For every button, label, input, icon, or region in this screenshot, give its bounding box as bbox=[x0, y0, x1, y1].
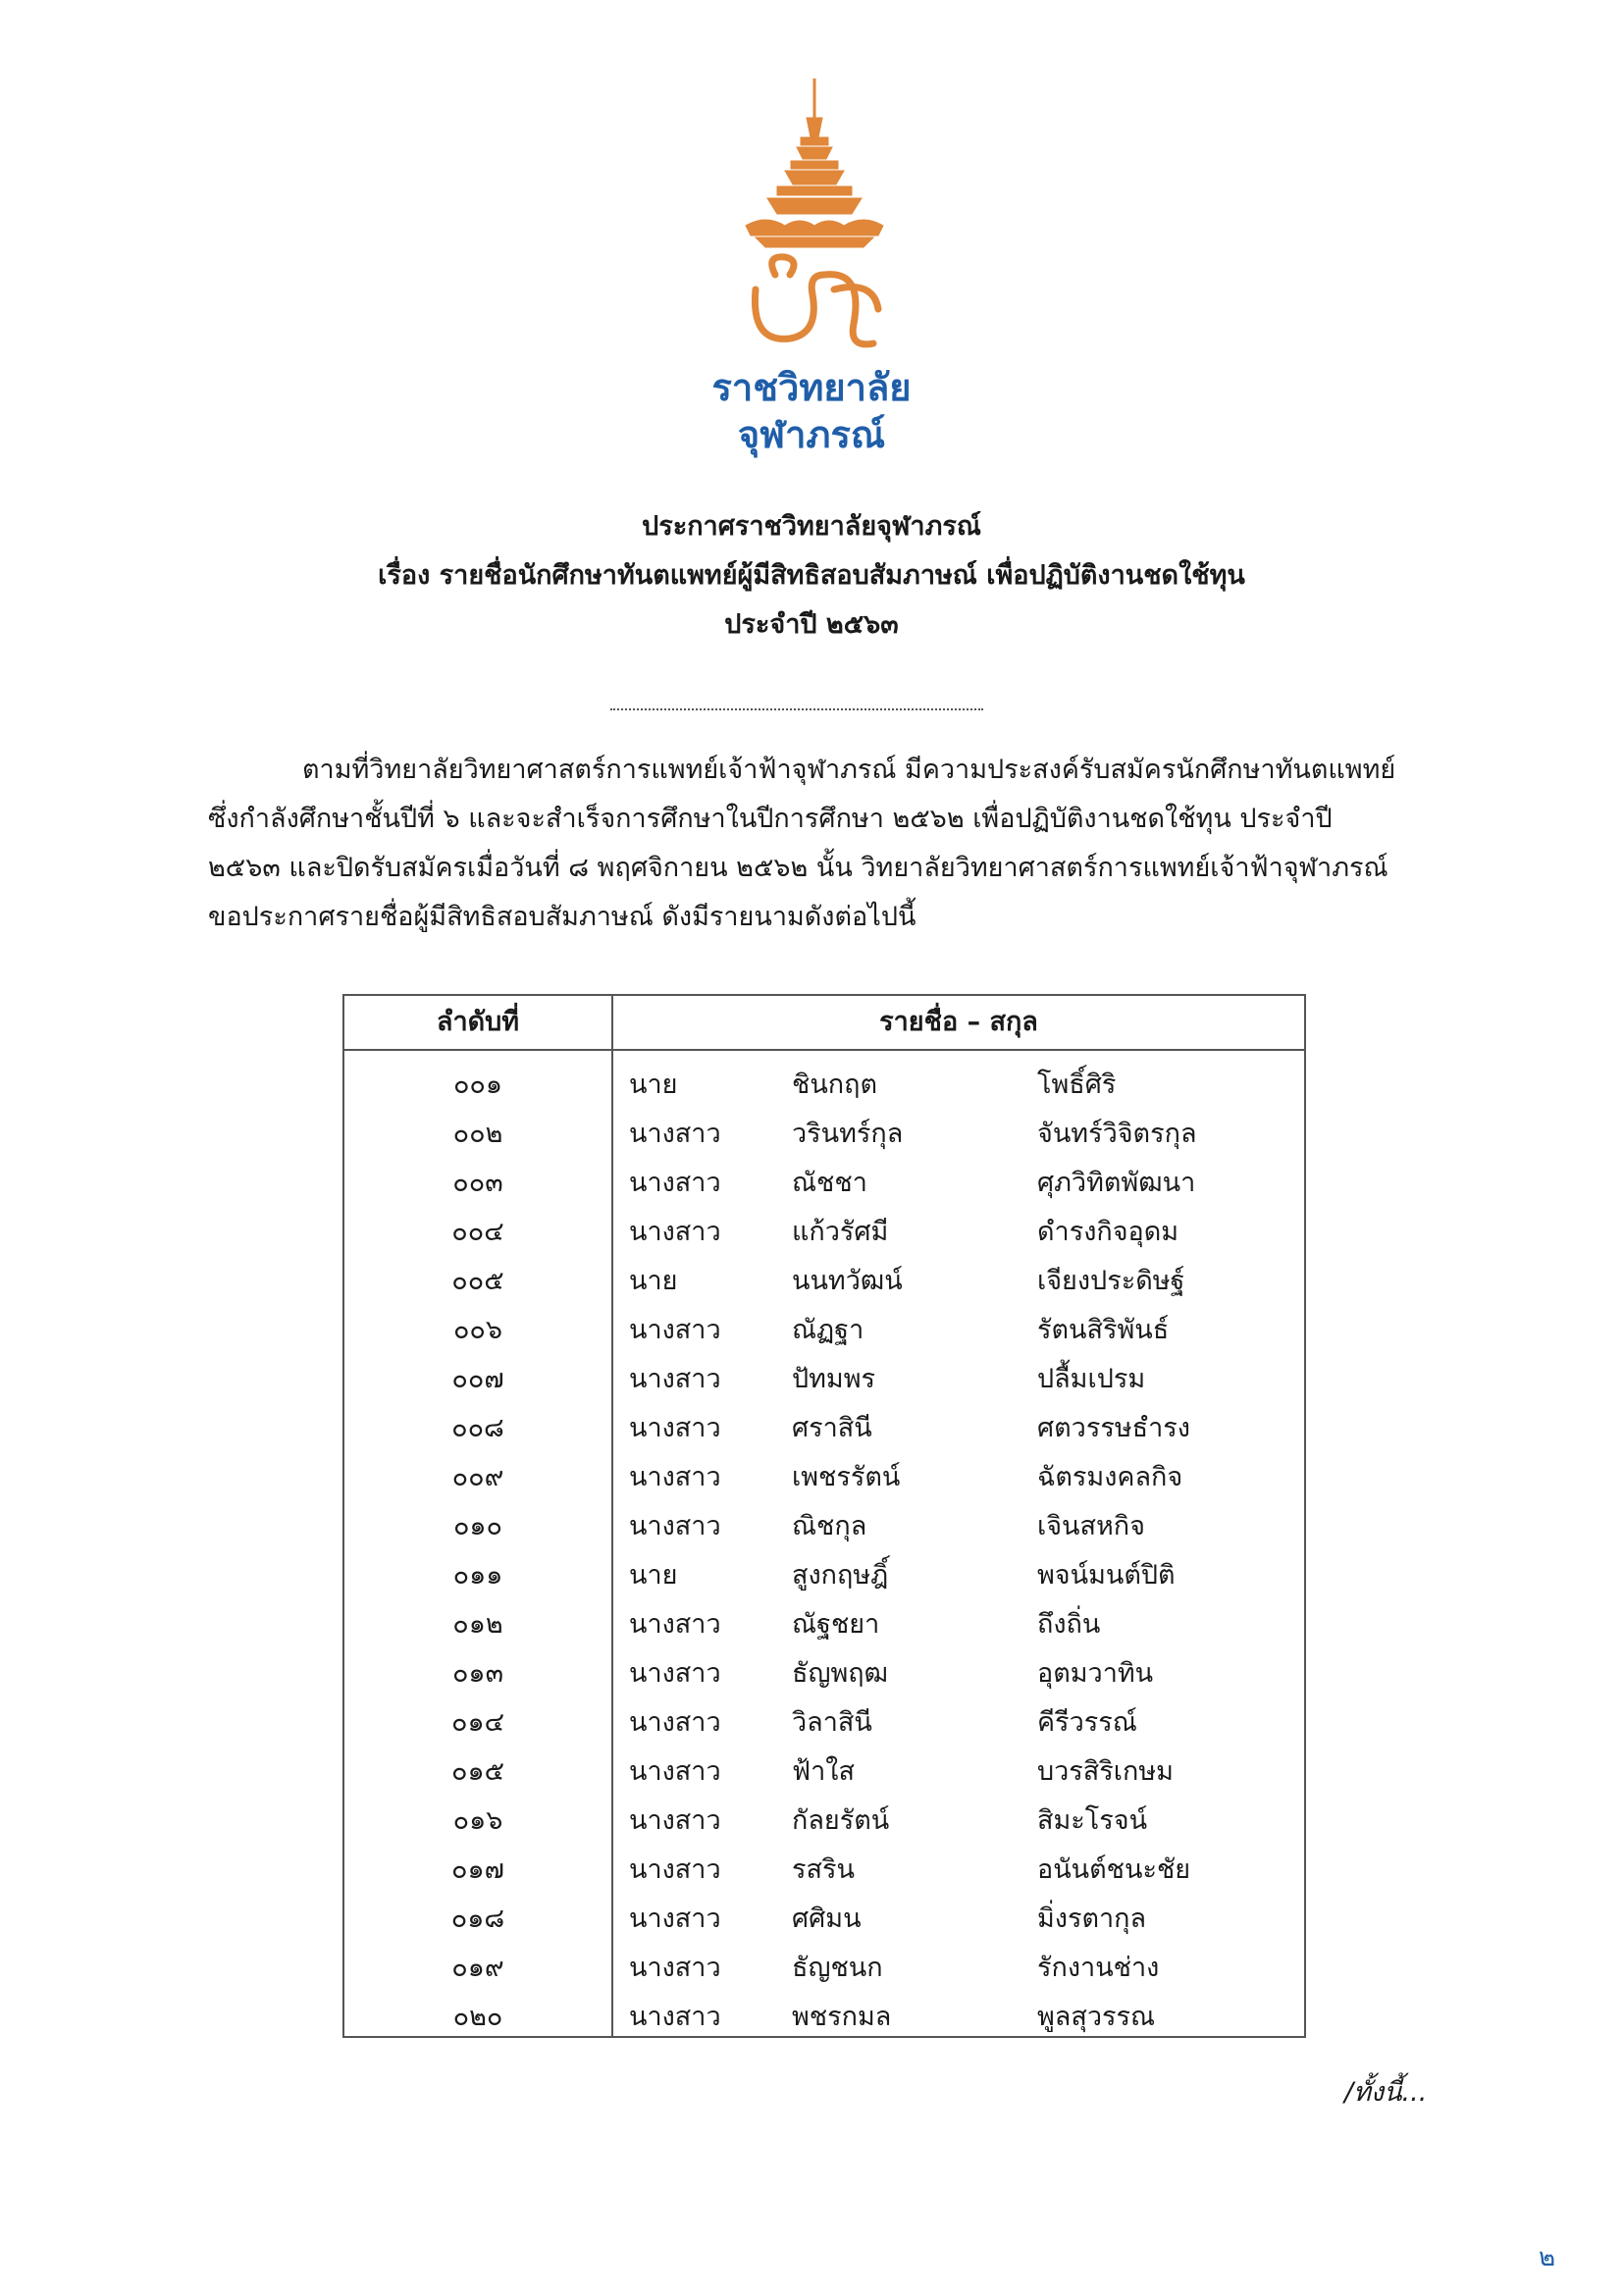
row-last-name: จันทร์วิจิตรกุล bbox=[1037, 1119, 1197, 1149]
table-row bbox=[344, 1453, 1304, 1502]
row-title: นาย bbox=[629, 1560, 678, 1591]
row-title: นางสาว bbox=[629, 1904, 721, 1934]
row-last-name: มิ่งรตากุล bbox=[1037, 1904, 1147, 1934]
row-last-name: ปลื้มเปรม bbox=[1037, 1364, 1146, 1394]
page-mark: ๒ bbox=[1539, 2243, 1556, 2272]
column-header-name: รายชื่อ – สกุล bbox=[879, 1007, 1038, 1037]
table-row bbox=[344, 1649, 1304, 1698]
row-last-name: บวรสิริเกษม bbox=[1037, 1756, 1174, 1787]
college-name-line2: จุฬาภรณ์ bbox=[737, 413, 886, 456]
row-title: นางสาว bbox=[629, 1854, 721, 1885]
row-number: ๐๑๔ bbox=[450, 1707, 505, 1738]
row-number: ๐๑๕ bbox=[450, 1756, 505, 1787]
body-line-2: ซึ่งกำลังศึกษาชั้นปีที่ ๖ และจะสำเร็จการศึกษาในปีการศึกษา ๒๕๖๒ เพื่อปฏิบัติงานชดใช้ทุน ประจำปี bbox=[208, 804, 1333, 834]
row-first-name: ณัฏฐา bbox=[792, 1315, 864, 1345]
table-row bbox=[344, 1159, 1304, 1208]
emblem-icon bbox=[707, 78, 922, 373]
row-number: ๐๐๓ bbox=[452, 1168, 503, 1198]
row-title: นางสาว bbox=[629, 1511, 721, 1541]
row-first-name: ณัชชา bbox=[792, 1168, 867, 1198]
row-title: นางสาว bbox=[629, 1168, 721, 1198]
row-first-name: ฟ้าใส bbox=[792, 1756, 855, 1787]
row-last-name: พูลสุวรรณ bbox=[1037, 2002, 1156, 2032]
table-row bbox=[344, 1846, 1304, 1895]
row-number: ๐๐๒ bbox=[452, 1119, 503, 1149]
row-title: นางสาว bbox=[629, 1119, 721, 1149]
table-body bbox=[344, 1061, 1304, 2042]
row-first-name: นนทวัฒน์ bbox=[792, 1266, 903, 1296]
row-title: นางสาว bbox=[629, 2002, 721, 2032]
row-first-name: วิลาสินี bbox=[792, 1707, 872, 1738]
table-row bbox=[344, 1797, 1304, 1846]
row-last-name: เจียงประดิษฐ์ bbox=[1037, 1266, 1185, 1296]
announcement-year: ประจำปี ๒๕๖๓ bbox=[724, 609, 899, 640]
dotted-separator bbox=[610, 708, 983, 710]
announcement-title: ประกาศราชวิทยาลัยจุฬาภรณ์ bbox=[642, 511, 981, 542]
row-first-name: ศราสินี bbox=[792, 1413, 872, 1443]
row-number: ๐๐๗ bbox=[451, 1364, 504, 1394]
row-last-name: อุตมวาทิน bbox=[1037, 1658, 1154, 1689]
row-last-name: รักงานช่าง bbox=[1037, 1953, 1160, 1983]
row-number: ๐๑๐ bbox=[452, 1511, 503, 1541]
row-number: ๐๐๕ bbox=[451, 1266, 504, 1296]
row-number: ๐๑๙ bbox=[451, 1953, 504, 1983]
row-last-name: ศตวรรษธำรง bbox=[1037, 1413, 1190, 1443]
row-first-name: เพชรรัตน์ bbox=[792, 1462, 901, 1492]
row-last-name: เจินสหกิจ bbox=[1037, 1511, 1145, 1541]
table-row bbox=[344, 1551, 1304, 1600]
row-number: ๐๐๙ bbox=[451, 1462, 504, 1492]
announcement-subject: เรื่อง รายชื่อนักศึกษาทันตแพทย์ผู้มีสิทธิสอบสัมภาษณ์ เพื่อปฏิบัติงานชดใช้ทุน bbox=[378, 560, 1245, 591]
row-last-name: ดำรงกิจอุดม bbox=[1037, 1217, 1179, 1247]
table-row bbox=[344, 1698, 1304, 1748]
table-row bbox=[344, 1944, 1304, 1993]
continued-note: /ทั้งนี้... bbox=[1344, 2077, 1428, 2108]
table-row bbox=[344, 1061, 1304, 1110]
row-first-name: ธัญชนก bbox=[792, 1953, 883, 1983]
row-last-name: สิมะโรจน์ bbox=[1037, 1805, 1148, 1836]
row-first-name: แก้วรัศมี bbox=[792, 1217, 889, 1247]
table-row bbox=[344, 1208, 1304, 1257]
row-number: ๐๐๑ bbox=[452, 1070, 503, 1100]
row-title: นางสาว bbox=[629, 1658, 721, 1689]
row-title: นางสาว bbox=[629, 1805, 721, 1836]
column-header-number: ลำดับที่ bbox=[436, 1007, 520, 1037]
table-row bbox=[344, 1502, 1304, 1551]
table-row bbox=[344, 1993, 1304, 2042]
row-title: นาย bbox=[629, 1070, 678, 1100]
row-first-name: ธัญพฤฒ bbox=[792, 1658, 889, 1689]
row-number: ๐๑๓ bbox=[451, 1658, 504, 1689]
table-row bbox=[344, 1257, 1304, 1306]
row-last-name: ศุภวิทิตพัฒนา bbox=[1037, 1168, 1196, 1198]
table-row bbox=[344, 1748, 1304, 1797]
row-title: นางสาว bbox=[629, 1364, 721, 1394]
table-row bbox=[344, 1404, 1304, 1453]
row-first-name: ณิชกุล bbox=[792, 1511, 867, 1541]
table-row bbox=[344, 1306, 1304, 1355]
row-first-name: ปัทมพร bbox=[792, 1364, 876, 1394]
row-number: ๐๑๑ bbox=[452, 1560, 503, 1591]
row-title: นางสาว bbox=[629, 1953, 721, 1983]
row-last-name: โพธิ์ศิริ bbox=[1037, 1070, 1117, 1100]
row-last-name: ถึงถิ่น bbox=[1037, 1609, 1101, 1640]
body-line-1: ตามที่วิทยาลัยวิทยาศาสตร์การแพทย์เจ้าฟ้าจุฬาภรณ์ มีความประสงค์รับสมัครนักศึกษาทันตแพทย์ bbox=[302, 755, 1396, 785]
row-number: ๐๐๘ bbox=[451, 1413, 504, 1443]
row-first-name: ศศิมน bbox=[792, 1904, 862, 1934]
row-last-name: คีรีวรรณ์ bbox=[1037, 1707, 1137, 1738]
row-number: ๐๑๘ bbox=[450, 1904, 505, 1934]
college-name-line1: ราชวิทยาลัย bbox=[711, 366, 912, 409]
row-number: ๐๐๖ bbox=[452, 1315, 503, 1345]
row-number: ๐๐๔ bbox=[451, 1217, 504, 1247]
table-row bbox=[344, 1110, 1304, 1159]
row-last-name: พจน์มนต์ปิติ bbox=[1037, 1560, 1176, 1591]
candidate-table bbox=[342, 994, 1306, 2038]
table-row bbox=[344, 1355, 1304, 1404]
table-row bbox=[344, 1600, 1304, 1649]
row-first-name: ชินกฤต bbox=[792, 1070, 878, 1100]
row-number: ๐๑๒ bbox=[452, 1609, 503, 1640]
table-header bbox=[344, 996, 1304, 1051]
row-number: ๐๑๖ bbox=[452, 1805, 503, 1836]
row-title: นาย bbox=[629, 1266, 678, 1296]
row-title: นางสาว bbox=[629, 1756, 721, 1787]
row-number: ๐๑๗ bbox=[451, 1854, 504, 1885]
row-first-name: สูงกฤษฎิ์ bbox=[792, 1560, 889, 1591]
body-line-4: ขอประกาศรายชื่อผู้มีสิทธิสอบสัมภาษณ์ ดังมีรายนามดังต่อไปนี้ bbox=[208, 902, 916, 932]
row-last-name: อนันต์ชนะชัย bbox=[1037, 1854, 1191, 1885]
row-last-name: รัตนสิริพันธ์ bbox=[1037, 1315, 1170, 1345]
row-title: นางสาว bbox=[629, 1462, 721, 1492]
college-emblem-logo bbox=[707, 78, 922, 373]
table-row bbox=[344, 1895, 1304, 1944]
body-line-3: ๒๕๖๓ และปิดรับสมัครเมื่อวันที่ ๘ พฤศจิกายน ๒๕๖๒ นั้น วิทยาลัยวิทยาศาสตร์การแพทย์เจ้าฟ้าจุฬาภรณ์ bbox=[208, 853, 1388, 883]
row-title: นางสาว bbox=[629, 1413, 721, 1443]
row-first-name: ณัฐชยา bbox=[792, 1609, 880, 1640]
row-number: ๐๒๐ bbox=[452, 2002, 503, 2032]
row-title: นางสาว bbox=[629, 1707, 721, 1738]
row-title: นางสาว bbox=[629, 1315, 721, 1345]
row-first-name: รสริน bbox=[792, 1854, 855, 1885]
row-last-name: ฉัตรมงคลกิจ bbox=[1037, 1462, 1183, 1492]
row-title: นางสาว bbox=[629, 1217, 721, 1247]
row-first-name: พชรกมล bbox=[792, 2002, 892, 2032]
row-first-name: กัลยรัตน์ bbox=[792, 1805, 890, 1836]
row-title: นางสาว bbox=[629, 1609, 721, 1640]
row-first-name: วรินทร์กุล bbox=[792, 1119, 904, 1149]
